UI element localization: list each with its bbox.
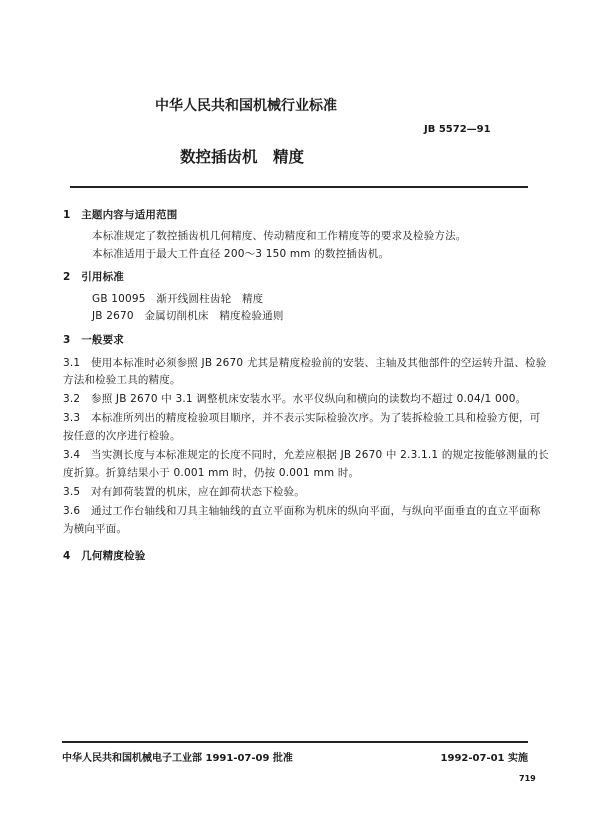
section-3-line: 方法和检验工具的精度。: [63, 374, 181, 386]
section-3-line: 3.1 使用本标准时必须参照 JB 2670 尤其是精度检验前的安装、主轴及其他部件的空运转升温、检验: [63, 357, 547, 369]
reference-item: GB 10095 渐开线圆柱齿轮 精度: [92, 293, 264, 305]
section-3-line: 3.4 当实测长度与本标准规定的长度不同时，允差应根据 JB 2670 中 2.3.1.1 的规定按能够测量的长: [63, 449, 549, 461]
section-3-heading: 3 一般要求: [63, 334, 125, 346]
section-3-line: 3.5 对有卸荷装置的机床，应在卸荷状态下检验。: [63, 486, 305, 498]
header-divider: [70, 186, 528, 188]
reference-item: JB 2670 金属切削机床 精度检验通则: [92, 310, 284, 322]
section-3-line: 为横向平面。: [63, 523, 128, 535]
section-3-line: 3.3 本标准所列出的精度检验项目顺序，并不表示实际检验次序。为了装拆检验工具和检验方便，可: [63, 412, 541, 424]
section-3-line: 3.6 通过工作台轴线和刀具主轴轴线的直立平面称为机床的纵向平面，与纵向平面垂直的直立平面称: [63, 505, 541, 517]
page-number: 719: [519, 774, 536, 783]
section-1-line: 本标准规定了数控插齿机几何精度、传动精度和工作精度等的要求及检验方法。: [92, 230, 467, 242]
document-title: 数控插齿机 精度: [180, 148, 305, 166]
section-3-line: 度折算。折算结果小于 0.001 mm 时，仍按 0.001 mm 时。: [63, 467, 360, 479]
footer-divider: [62, 741, 528, 743]
effective-date: 1992-07-01 实施: [440, 753, 528, 764]
section-2-heading: 2 引用标准: [63, 271, 125, 283]
approval-note: 中华人民共和国机械电子工业部 1991-07-09 批准: [62, 753, 293, 764]
issuer-heading: 中华人民共和国机械行业标准: [155, 98, 337, 114]
standard-number: JB 5572—91: [424, 124, 491, 135]
section-3-line: 3.2 参照 JB 2670 中 3.1 调整机床安装水平。水平仪纵向和横向的读数均不超过 0.04/1 000。: [63, 393, 527, 405]
section-3-line: 按任意的次序进行检验。: [63, 430, 181, 442]
section-1-line: 本标准适用于最大工件直径 200～3 150 mm 的数控插齿机。: [92, 248, 390, 260]
section-4-heading: 4 几何精度检验: [63, 550, 146, 562]
section-1-heading: 1 主题内容与适用范围: [63, 209, 178, 221]
